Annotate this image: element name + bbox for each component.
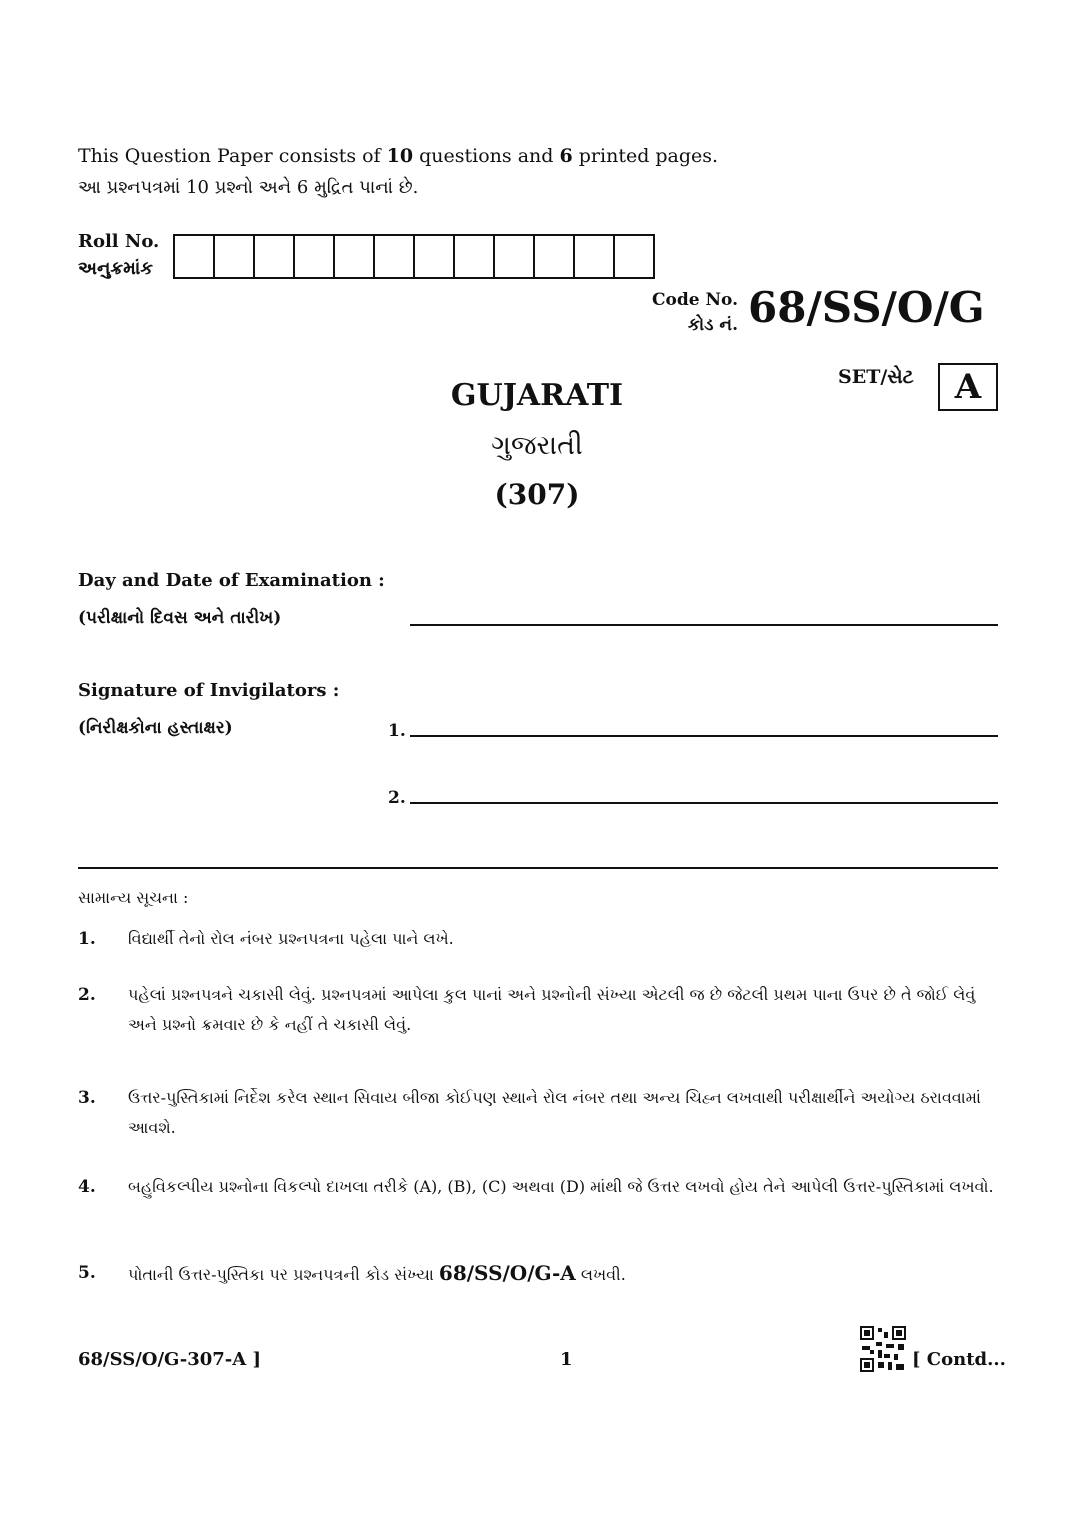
qr-code-icon — [860, 1326, 906, 1372]
roll-digit-box[interactable] — [415, 236, 455, 277]
code-label — [640, 288, 738, 338]
roll-digit-box[interactable] — [455, 236, 495, 277]
instruction-item — [78, 924, 998, 954]
invigilator-1-signature-line[interactable] — [410, 735, 998, 737]
code-number: 68/SS/O/G — [748, 283, 985, 332]
instruction-text: વિદ્યાર્થી તેનો રોલ નંબર પ્રશ્નપત્રના પહેલા પાને લખે. — [128, 929, 454, 948]
roll-digit-box[interactable] — [175, 236, 215, 277]
instruction-text — [128, 1258, 998, 1290]
roll-digit-box[interactable] — [335, 236, 375, 277]
invigilator-2-signature-line[interactable] — [410, 802, 998, 804]
instruction-text: પહેલાં પ્રશ્નપત્રને ચકાસી લેવું. પ્રશ્નપત્રમાં આપેલા કુલ પાનાં અને પ્રશ્નોની સંખ્યા એટલી જ છે જેટલી પ્રથમ પાના ઉપર છે તે જોઈ લેવું અને પ્રશ્નો ક્રમવાર છે કે નહીં તે ચકાસી લેવું. — [128, 985, 976, 1034]
section-divider — [78, 867, 998, 869]
subject-title-english: GUJARATI — [450, 378, 624, 413]
code-label-gu: કોડ નં. — [687, 315, 738, 335]
roll-number-label — [78, 228, 159, 282]
instruction-text: બહુવિકલ્પીય પ્રશ્નોના વિકલ્પો દાખલા તરીકે (A), (B), (C) અથવા (D) માંથી જે ઉત્તર લખવો હોય તેને આપેલી ઉત્તર-પુસ્તિકામાં લખવો. — [128, 1177, 994, 1196]
roll-digit-box[interactable] — [495, 236, 535, 277]
roll-digit-box[interactable] — [535, 236, 575, 277]
instruction-number: 4. — [78, 1177, 96, 1197]
instruction-number: 2. — [78, 985, 96, 1005]
invigilators-label-gujarati: (નિરીક્ષકોના હસ્તાક્ષર) — [78, 718, 233, 738]
instruction-number: 1. — [78, 929, 96, 949]
subject-title-gujarati: ગુજરાતી — [491, 430, 583, 461]
answer-book-code: 68/SS/O/G-A — [438, 1261, 576, 1285]
invigilators-label: Signature of Invigilators : — [78, 680, 340, 701]
exam-date-line[interactable] — [410, 624, 998, 626]
instruction-item — [78, 980, 998, 1040]
exam-date-label: Day and Date of Examination : — [78, 570, 385, 591]
continued-label: [ Contd... — [912, 1349, 1006, 1370]
pages-info-english: This Question Paper consists of 10 questions and 6 printed pages. — [78, 145, 719, 167]
roll-digit-box[interactable] — [255, 236, 295, 277]
page-number: 1 — [560, 1349, 573, 1370]
roll-label-gu: અનુક્રમાંક — [78, 258, 153, 279]
instruction-text-before: પોતાની ઉત્તર-પુસ્તિકા પર પ્રશ્નપત્રની કોડ સંખ્યા — [128, 1265, 439, 1284]
exam-date-label-gujarati: (પરીક્ષાનો દિવસ અને તારીખ) — [78, 608, 282, 628]
invigilator-2-number: 2. — [388, 788, 406, 808]
roll-digit-box[interactable] — [215, 236, 255, 277]
roll-number-boxes[interactable] — [173, 234, 655, 279]
instruction-item — [78, 1258, 998, 1290]
footer-paper-code: 68/SS/O/G-307-A ] — [78, 1349, 262, 1370]
instruction-text-after: લખવી. — [575, 1265, 626, 1284]
instructions-heading: સામાન્ય સૂચના : — [78, 888, 189, 907]
instruction-number: 5. — [78, 1263, 96, 1283]
code-label-en: Code No. — [652, 290, 738, 310]
instruction-number: 3. — [78, 1088, 96, 1108]
instruction-item — [78, 1083, 998, 1143]
set-label: SET/સેટ — [838, 366, 914, 388]
roll-digit-box[interactable] — [615, 236, 653, 277]
pages-info-gujarati: આ પ્રશ્નપત્રમાં 10 પ્રશ્નો અને 6 મુદ્રિત પાનાં છે. — [78, 177, 419, 198]
roll-digit-box[interactable] — [295, 236, 335, 277]
instruction-item — [78, 1172, 998, 1202]
instruction-text: ઉત્તર-પુસ્તિકામાં નિર્દેશ કરેલ સ્થાન સિવાય બીજા કોઈપણ સ્થાને રોલ નંબર તથા અન્ય ચિહ્ન લખવાથી પરીક્ષાર્થીને અયોગ્ય ઠરાવવામાં આવશે. — [128, 1088, 981, 1137]
invigilator-1-number: 1. — [388, 721, 406, 741]
roll-digit-box[interactable] — [375, 236, 415, 277]
roll-digit-box[interactable] — [575, 236, 615, 277]
subject-code: (307) — [494, 478, 580, 511]
roll-label-en: Roll No. — [78, 231, 160, 252]
set-value: A — [938, 363, 998, 411]
